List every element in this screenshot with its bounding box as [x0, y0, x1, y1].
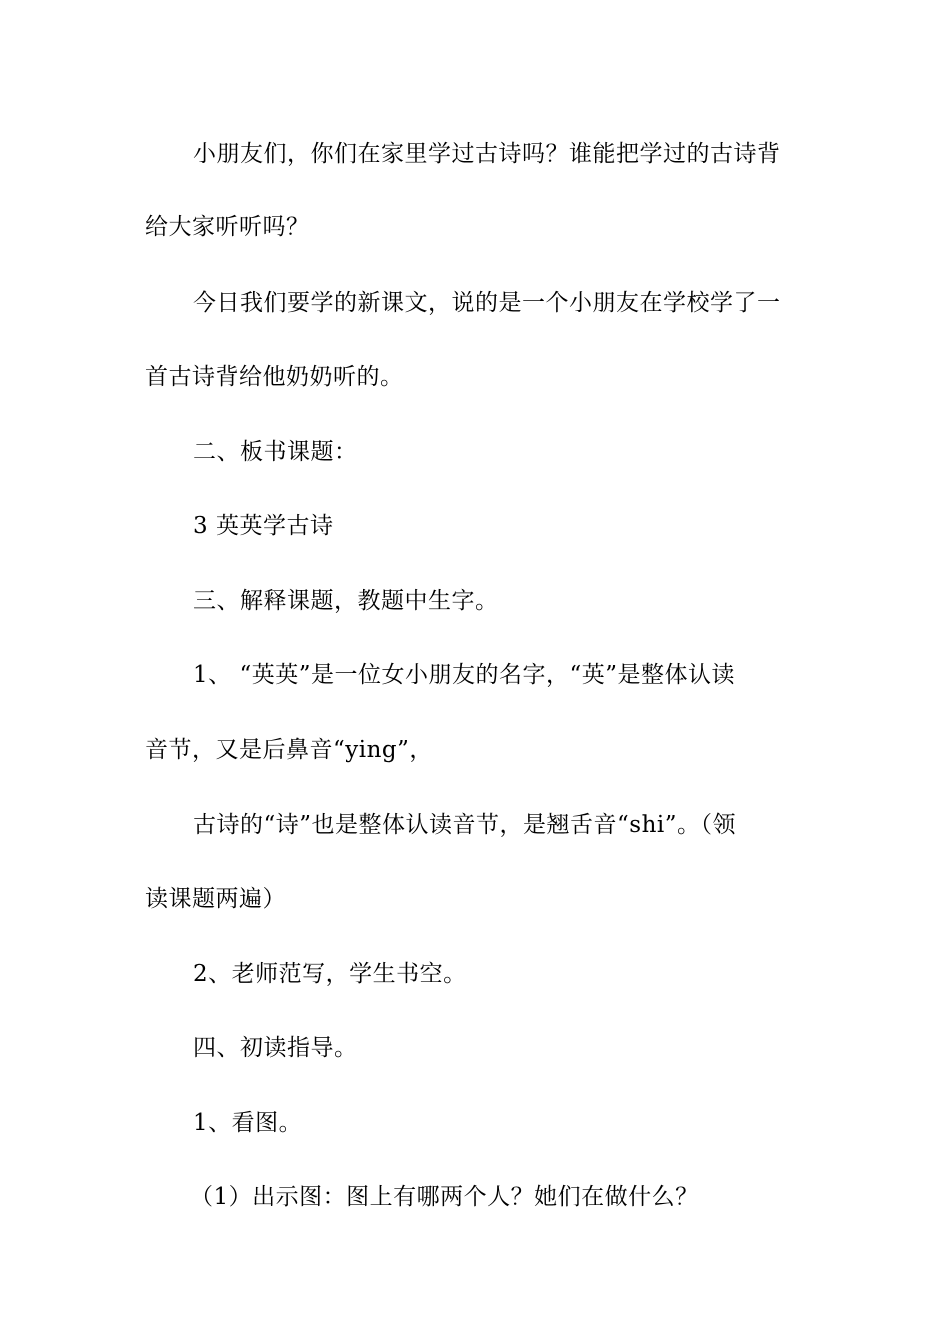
list-subitem-1: （1）出示图：图上有哪两个人？她们在做什么？: [190, 1184, 699, 1210]
list-item-1: 1、看图。: [193, 1110, 303, 1136]
section-heading-3: 三、解释课题，教题中生字。: [193, 588, 499, 614]
paragraph-line-10: 古诗的“诗”也是整体认读音节，是翘舌音“shi”。（领: [193, 812, 737, 838]
paragraph-line-8: 1、 “英英”是一位女小朋友的名字，“英”是整体认读: [193, 662, 735, 688]
paragraph-line-2: 给大家听听吗？: [145, 214, 310, 240]
lesson-title: 3 英英学古诗: [193, 513, 334, 539]
paragraph-line-1: 小朋友们，你们在家里学过古诗吗？谁能把学过的古诗背: [193, 141, 781, 167]
section-heading-4: 四、初读指导。: [193, 1035, 358, 1061]
paragraph-line-3: 今日我们要学的新课文，说的是一个小朋友在学校学了一: [193, 290, 781, 316]
paragraph-line-4: 首古诗背给他奶奶听的。: [145, 364, 404, 390]
paragraph-line-11: 读课题两遍）: [145, 886, 286, 912]
paragraph-line-12: 2、老师范写，学生书空。: [193, 961, 467, 987]
section-heading-2: 二、板书课题：: [193, 439, 358, 465]
paragraph-line-9: 音节，又是后鼻音“ying”，: [145, 737, 433, 763]
